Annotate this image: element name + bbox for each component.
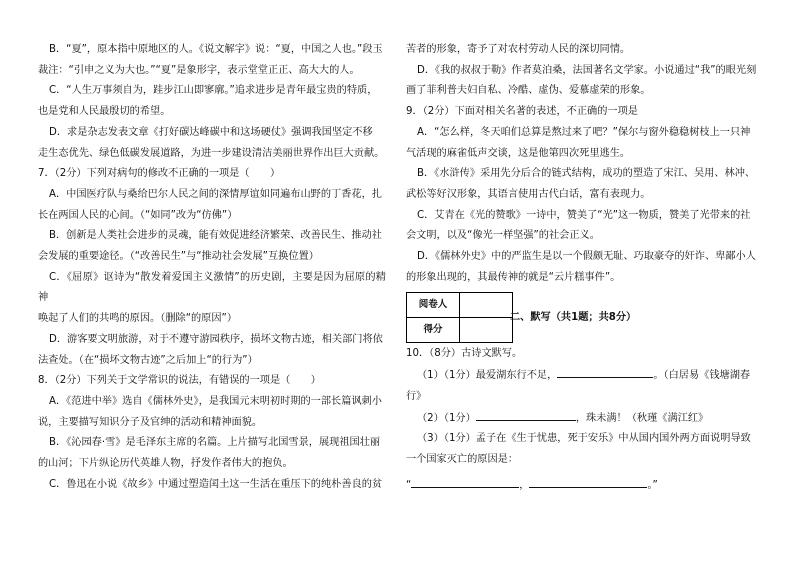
- section-title: 二、默写（共1题；共8分）: [510, 312, 637, 324]
- q10-3-line2: 一个国家灭亡的原因是：: [406, 453, 519, 465]
- q6-option-c-line1: C．“人生万事须自为，跬步江山即寥廓。”追求进步是青年最宝贵的特质，: [49, 85, 378, 97]
- q6-option-b-line2: 裁注：“引申之义为大也。”“夏”是象形字，表示堂堂正正、高大大的人。: [38, 64, 360, 76]
- q7-option-b-line2: 会发展的重要途径。（“改善民生”与“推动社会发展”互换位置）: [38, 251, 319, 263]
- q8-option-a-line1: A．《范进中举》选自《儒林外史》，是我国元末明初时期的一部长篇讽刺小: [49, 395, 382, 407]
- q10-3-end: 。”: [647, 479, 658, 491]
- q8-option-d-line1: D．《我的叔叔于勒》作者莫泊桑，法国著名文学家。小说通过“我”的眼光刻: [417, 64, 757, 76]
- q7-option-d-line2: 法查处。（在“损坏文物古迹”之后加上“的行为”）: [38, 354, 258, 366]
- q10-1-line1: [406, 365, 758, 387]
- q10-3-line1: （3）（1分）孟子在《生于忧患，死于安乐》中从国内国外两方面说明导致: [417, 433, 751, 445]
- score-box-row: [406, 292, 758, 342]
- q8-option-b-line2: 的山河；下片纵论历代英雄人物，抒发作者伟大的抱负。: [38, 458, 293, 470]
- q9-option-b-line1: B．《水浒传》采用先分后合的链式结构，成功的塑造了宋江、吴用、林冲、: [417, 168, 756, 180]
- q10-3-open-quote: “: [406, 479, 412, 491]
- q10-3-line3: [406, 475, 758, 497]
- q10-3-separator: ，: [519, 479, 530, 491]
- q10-1-line2: 行》: [406, 390, 427, 402]
- q7-stem: 7．（2分）下列对病句的修改不正确的一项是（ ）: [38, 168, 281, 180]
- left-column: [38, 40, 386, 495]
- q10-2-answer-blank[interactable]: [476, 408, 576, 421]
- q8-option-d-line2: 画了菲利普夫妇自私、冷酷、虚伪、爱慕虚荣的形象。: [406, 85, 651, 97]
- q10-3-answer-blank-2[interactable]: [529, 475, 647, 488]
- score-label: 得分: [407, 318, 460, 343]
- q8-option-b-line1: B．《沁园春·雪》是毛泽东主席的名篇。上片描写北国雪景，展现祖国壮丽: [49, 437, 381, 449]
- score-cell: [460, 318, 513, 343]
- q6-option-b-line1: B．“夏”，原本指中原地区的人。《说文解字》说：“夏，中国之人也。”段玉: [49, 44, 383, 55]
- q7-option-b-line1: B．创新是人类社会进步的灵魂，能有效促进经济繁荣、改善民生、推动社: [49, 230, 382, 242]
- q10-1-prefix: （1）（1分）最爱湖东行不足，: [417, 370, 558, 382]
- q8-option-c-line2: 苦者的形象，寄予了对农村劳动人民的深切同情。: [406, 44, 631, 55]
- score-table: [406, 292, 513, 343]
- q9-option-c-line1: C．艾青在《光的赞歌》一诗中，赞美了“光”这一物质，赞美了光带来的社: [417, 209, 751, 221]
- q10-3-answer-blank-1[interactable]: [411, 475, 519, 488]
- q10-1-suffix: 。（白居易《钱塘湖春: [653, 370, 751, 382]
- q7-option-c-line2: 唤起了人们的共鸣的原因。（删除“的原因”）: [38, 313, 238, 325]
- q8-option-a-line2: 说，主要描写知识分子及官绅的活动和精神面貌。: [38, 416, 263, 428]
- q7-option-c-line1: C．《屈原》讴诗为“散发着爱国主义激情”的历史剧，主要是因为屈原的精神: [38, 271, 386, 304]
- q9-option-a-line2: 气活现的麻雀低声交谈，这是他第四次死里逃生。: [406, 147, 631, 159]
- q7-option-a-line2: 长在两国人民的心间。（“如同”改为“仿佛”）: [38, 209, 238, 221]
- q10-2-suffix: ，珠未满！（秋瑾《满江红》: [575, 412, 709, 424]
- reviewer-label: 阅卷人: [407, 293, 460, 318]
- q7-option-a-line1: A．中国医疗队与桑给巴尔人民之间的深情厚谊如同遍布山野的丁香花，扎: [49, 188, 382, 200]
- q6-option-d-line1: D．求是杂志发表文章《打好碳达峰碳中和这场硬仗》强调我国坚定不移: [49, 126, 373, 138]
- q9-option-d-line2: 的形象出现的，其最传神的就是“云片糕事件”。: [406, 271, 621, 283]
- q9-option-a-line1: A．“怎么样，冬天咱们总算是熬过来了吧？”保尔与窗外稳稳树枝上一只神: [417, 126, 751, 138]
- q6-option-d-line2: 走生态优先、绿色低碳发展道路，为进一步建设清洁美丽世界作出巨大贡献。: [38, 147, 385, 159]
- q6-option-c-line2: 也是党和人民最殷切的希望。: [38, 106, 171, 118]
- q9-option-c-line2: 会文明，以及“像光一样坚强”的社会正义。: [406, 230, 600, 242]
- q8-stem: 8．（2分）下列关于文学常识的说法，有错误的一项是（ ）: [38, 375, 321, 387]
- q10-2-line: [406, 408, 758, 430]
- q10-stem: 10．（8分）古诗文默写。: [406, 348, 523, 360]
- right-column: [406, 40, 758, 496]
- q7-option-d-line1: D．游客要文明旅游，对于不遵守游园秩序，损坏文物古迹，相关部门将依: [49, 333, 383, 345]
- q9-stem: 9．（2分）下面对相关名著的表述，不正确的一项是: [406, 106, 638, 118]
- q9-option-d-line1: D．《儒林外史》中的严监生是以一个假颇无耻、巧取豪夺的奸诈、卑鄙小人: [417, 251, 756, 263]
- q10-2-prefix: （2）（1分）: [417, 412, 476, 424]
- q8-option-c-line1: C．鲁迅在小说《故乡》中通过塑造闰土这一生活在重压下的纯朴善良的贫: [49, 478, 383, 490]
- q9-option-b-line2: 武松等好汉形象，其语言使用古代白话，富有表现力。: [406, 188, 651, 200]
- reviewer-cell: [460, 293, 513, 318]
- q10-1-answer-blank[interactable]: [557, 365, 653, 378]
